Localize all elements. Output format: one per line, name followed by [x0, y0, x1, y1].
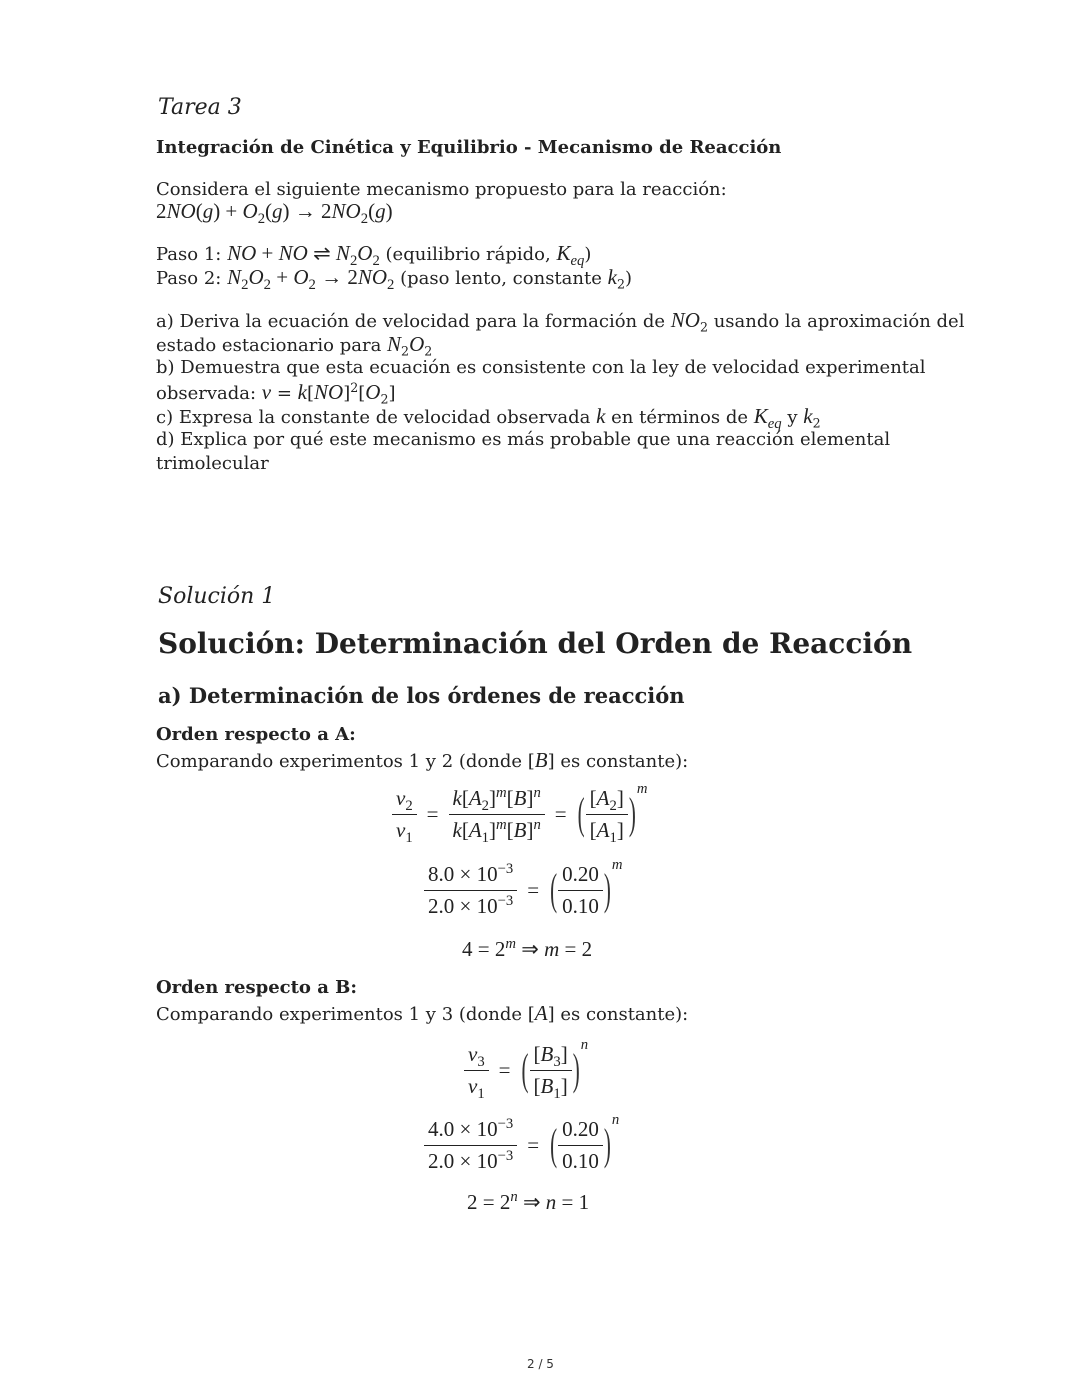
paso-2-note: (paso lento, constante $k_2$) [400, 265, 632, 292]
eqB-den2: 0.10 [558, 1145, 603, 1174]
eqB-num1: $4.0 \times 10^{-3}$ [428, 1116, 514, 1141]
fraction-v2-v1: $\frac{v_2}{v_1}$ [392, 786, 417, 843]
orden-a-label: Orden respecto a A: [156, 724, 356, 745]
fraction-v3-v1: $\frac{v_3}{v_1}$ [464, 1042, 489, 1099]
question-b-line2: observada: $v = k[NO]^2[O_2]$ [156, 380, 396, 407]
question-a-line2: estado estacionario para $N_2O_2$ [156, 332, 433, 359]
page-number: 2 / 5 [527, 1357, 554, 1371]
eqA-num2: 0.20 [562, 862, 599, 886]
equation-a-ratio: $\frac{v_2}{v_1}$ = $\frac{k[A_2]^m[B]^n}{k[A_1]^m[B]^n}$ = ( $\frac{[A_2]}{[A_1]}$ ) $^m$ [392, 786, 647, 843]
fraction-b-rates [424, 1117, 517, 1174]
question-b-line1: b) Demuestra que esta ecuación es consistente con la ley de velocidad experimental [156, 357, 926, 378]
paso-1-note: (equilibrio rápido, $K_{eq}$) [385, 241, 592, 270]
reaction-text: $2NO(g) + O_2(g) \to 2NO_2(g)$ [156, 199, 393, 228]
paso-1-equation: NO + NO ⇌ $N_2O_2$ [227, 241, 380, 270]
equation-a-result: $4 = 2^m$ ⇒ m = 2 [462, 936, 593, 961]
question-a-line1: a) Deriva la ecuación de velocidad para la formación de $NO_2$ usando la aproximación del [156, 308, 965, 335]
equation-b-values: $\frac{4.0 \times 10^{-3}}{2.0 \times 10^{-3}}$ = ( $\frac{0.20}{0.10}$ ) $^n$ [424, 1117, 619, 1174]
fraction-a-conc [558, 862, 603, 919]
solucion-subtitle: a) Determinación de los órdenes de reacción [158, 683, 685, 708]
fraction-a2-a1: $\frac{[A_2]}{[A_1]}$ [586, 786, 628, 843]
orden-b-text: Comparando experimentos 1 y 3 (donde [A] es constante): [156, 1001, 689, 1025]
paso-2-equation: $N_2O_2 + O_2 \to 2NO_2$ [227, 265, 395, 294]
question-c: c) Expresa la constante de velocidad observada k en términos de $K_{eq}$ y $k_2$ [156, 404, 821, 433]
eqA-num1: $8.0 \times 10^{-3}$ [428, 861, 514, 886]
paso-1 [156, 241, 592, 270]
equation-a-values: $\frac{8.0 \times 10^{-3}}{2.0 \times 10^{-3}}$ = ( $\frac{0.20}{0.10}$ ) $^m$ [424, 862, 622, 919]
eqA-den2: 0.10 [558, 890, 603, 919]
tarea-intro: Considera el siguiente mecanismo propuesto para la reacción: [156, 179, 727, 200]
orden-a-text: Comparando experimentos 1 y 2 (donde [B] es constante): [156, 748, 689, 772]
orden-b-label: Orden respecto a B: [156, 977, 357, 998]
question-d-line2: trimolecular [156, 453, 269, 474]
fraction-a-rates [424, 862, 517, 919]
fraction-b3-b1: $\frac{[B_3]}{[B_1]}$ [530, 1042, 572, 1099]
paso-2 [156, 265, 632, 294]
fraction-rate-law: $\frac{k[A_2]^m[B]^n}{k[A_1]^m[B]^n}$ [449, 786, 545, 843]
solucion-heading: Solución 1 [158, 584, 276, 609]
paso-1-label: Paso 1: [156, 244, 222, 265]
equation-b-ratio: $\frac{v_3}{v_1}$ = ( $\frac{[B_3]}{[B_1]}$ ) $^n$ [464, 1042, 588, 1099]
eqB-num2: 0.20 [562, 1117, 599, 1141]
paso-2-label: Paso 2: [156, 268, 222, 289]
eqB-den1: $2.0 \times 10^{-3}$ [424, 1145, 517, 1174]
tarea-reaction [156, 199, 393, 228]
tarea-heading: Tarea 3 [158, 95, 242, 120]
fraction-b-conc [558, 1117, 603, 1174]
tarea-title: Integración de Cinética y Equilibrio - Mecanismo de Reacción [156, 137, 782, 158]
solucion-title: Solución: Determinación del Orden de Reacción [158, 627, 913, 660]
equation-b-result: $2 = 2^n$ ⇒ n = 1 [467, 1189, 590, 1214]
question-d-line1: d) Explica por qué este mecanismo es más probable que una reacción elemental [156, 429, 891, 450]
eqA-den1: $2.0 \times 10^{-3}$ [424, 890, 517, 919]
